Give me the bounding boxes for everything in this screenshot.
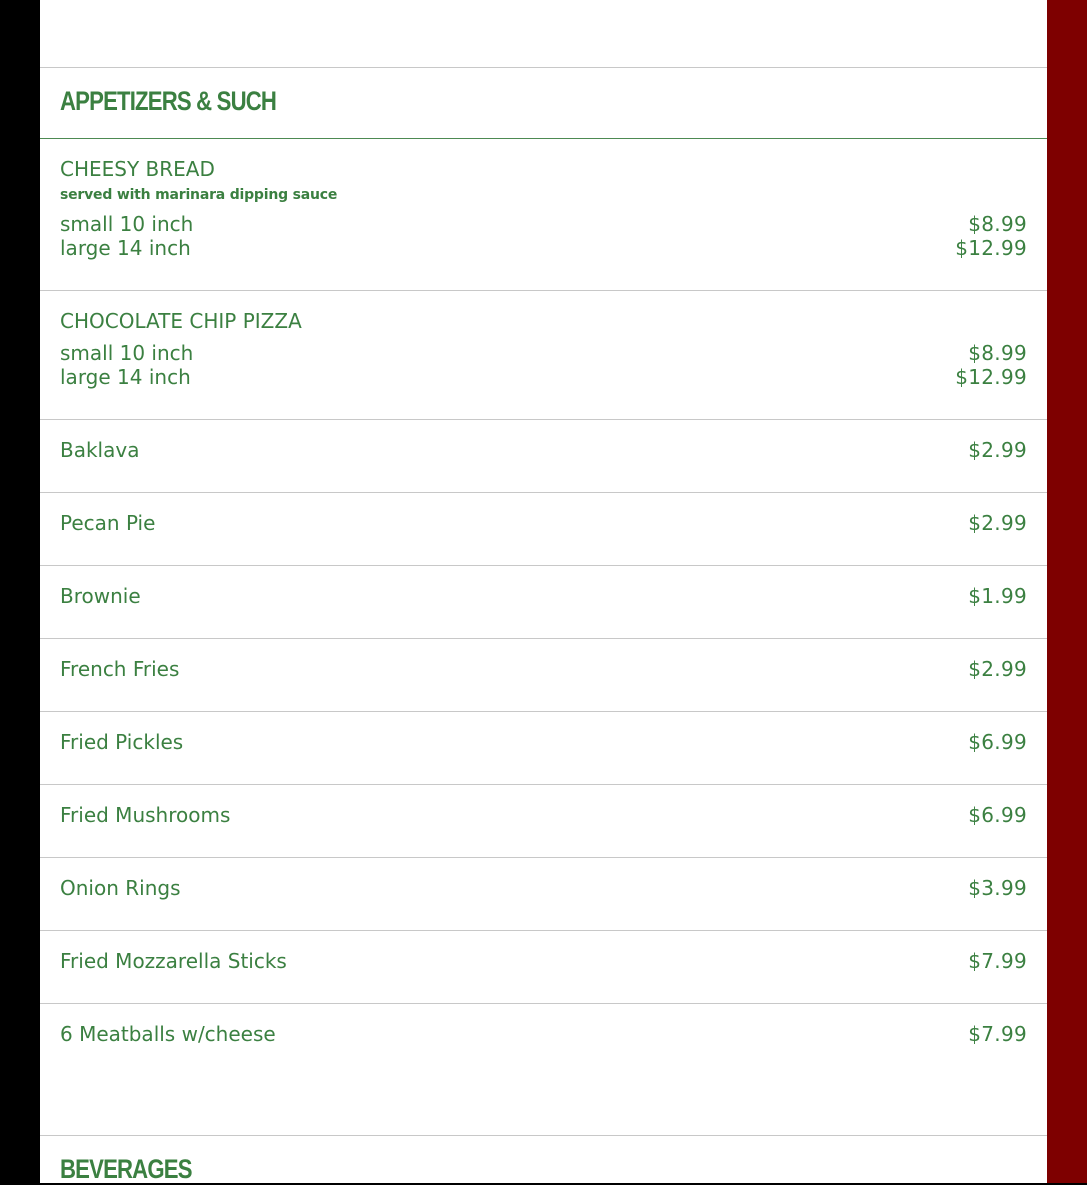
- divider: [40, 492, 1047, 493]
- size-label: small 10 inch: [60, 212, 194, 236]
- menu-item-row: [60, 1022, 1027, 1046]
- item-price: $8.99: [968, 341, 1027, 365]
- item-name: Fried Mushrooms: [60, 803, 231, 827]
- item-price: $7.99: [968, 949, 1027, 973]
- menu-page: [40, 0, 1047, 1183]
- menu-item-row: [60, 876, 1027, 900]
- item-name: Onion Rings: [60, 876, 181, 900]
- item-price: $6.99: [968, 730, 1027, 754]
- item-name: 6 Meatballs w/cheese: [60, 1022, 276, 1046]
- menu-item-row: [60, 657, 1027, 681]
- item-price: $1.99: [968, 584, 1027, 608]
- item-price: $12.99: [955, 236, 1027, 260]
- item-name: CHEESY BREAD: [60, 157, 215, 181]
- item-name: CHOCOLATE CHIP PIZZA: [60, 309, 302, 333]
- divider: [40, 419, 1047, 420]
- item-description: served with marinara dipping sauce: [60, 187, 338, 203]
- item-name: Baklava: [60, 438, 140, 462]
- item-name: Pecan Pie: [60, 511, 156, 535]
- size-label: large 14 inch: [60, 365, 191, 389]
- divider: [40, 857, 1047, 858]
- left-border: [0, 0, 40, 1183]
- item-price: $2.99: [968, 657, 1027, 681]
- section-title-beverages: BEVERAGES: [60, 1154, 192, 1184]
- item-price: $3.99: [968, 876, 1027, 900]
- divider: [40, 711, 1047, 712]
- item-name: Fried Mozzarella Sticks: [60, 949, 287, 973]
- item-name: French Fries: [60, 657, 180, 681]
- section-title-appetizers: APPETIZERS & SUCH: [60, 86, 277, 116]
- size-row: [60, 212, 1027, 236]
- divider: [40, 1003, 1047, 1004]
- item-price: $6.99: [968, 803, 1027, 827]
- divider: [40, 784, 1047, 785]
- divider: [40, 930, 1047, 931]
- divider: [40, 1135, 1047, 1136]
- divider: [40, 638, 1047, 639]
- menu-item-row: [60, 511, 1027, 535]
- divider: [40, 67, 1047, 68]
- item-name: Brownie: [60, 584, 141, 608]
- menu-item-row: [60, 730, 1027, 754]
- divider: [40, 290, 1047, 291]
- item-price: $7.99: [968, 1022, 1027, 1046]
- size-row: [60, 341, 1027, 365]
- item-price: $12.99: [955, 365, 1027, 389]
- menu-item-row: [60, 584, 1027, 608]
- right-border: [1047, 0, 1087, 1183]
- divider: [40, 138, 1047, 139]
- size-row: [60, 236, 1027, 260]
- menu-item-row: [60, 438, 1027, 462]
- item-price: $2.99: [968, 511, 1027, 535]
- size-label: large 14 inch: [60, 236, 191, 260]
- size-row: [60, 365, 1027, 389]
- menu-item-row: [60, 949, 1027, 973]
- item-name: Fried Pickles: [60, 730, 184, 754]
- item-price: $8.99: [968, 212, 1027, 236]
- size-label: small 10 inch: [60, 341, 194, 365]
- menu-item-row: [60, 803, 1027, 827]
- divider: [40, 565, 1047, 566]
- item-price: $2.99: [968, 438, 1027, 462]
